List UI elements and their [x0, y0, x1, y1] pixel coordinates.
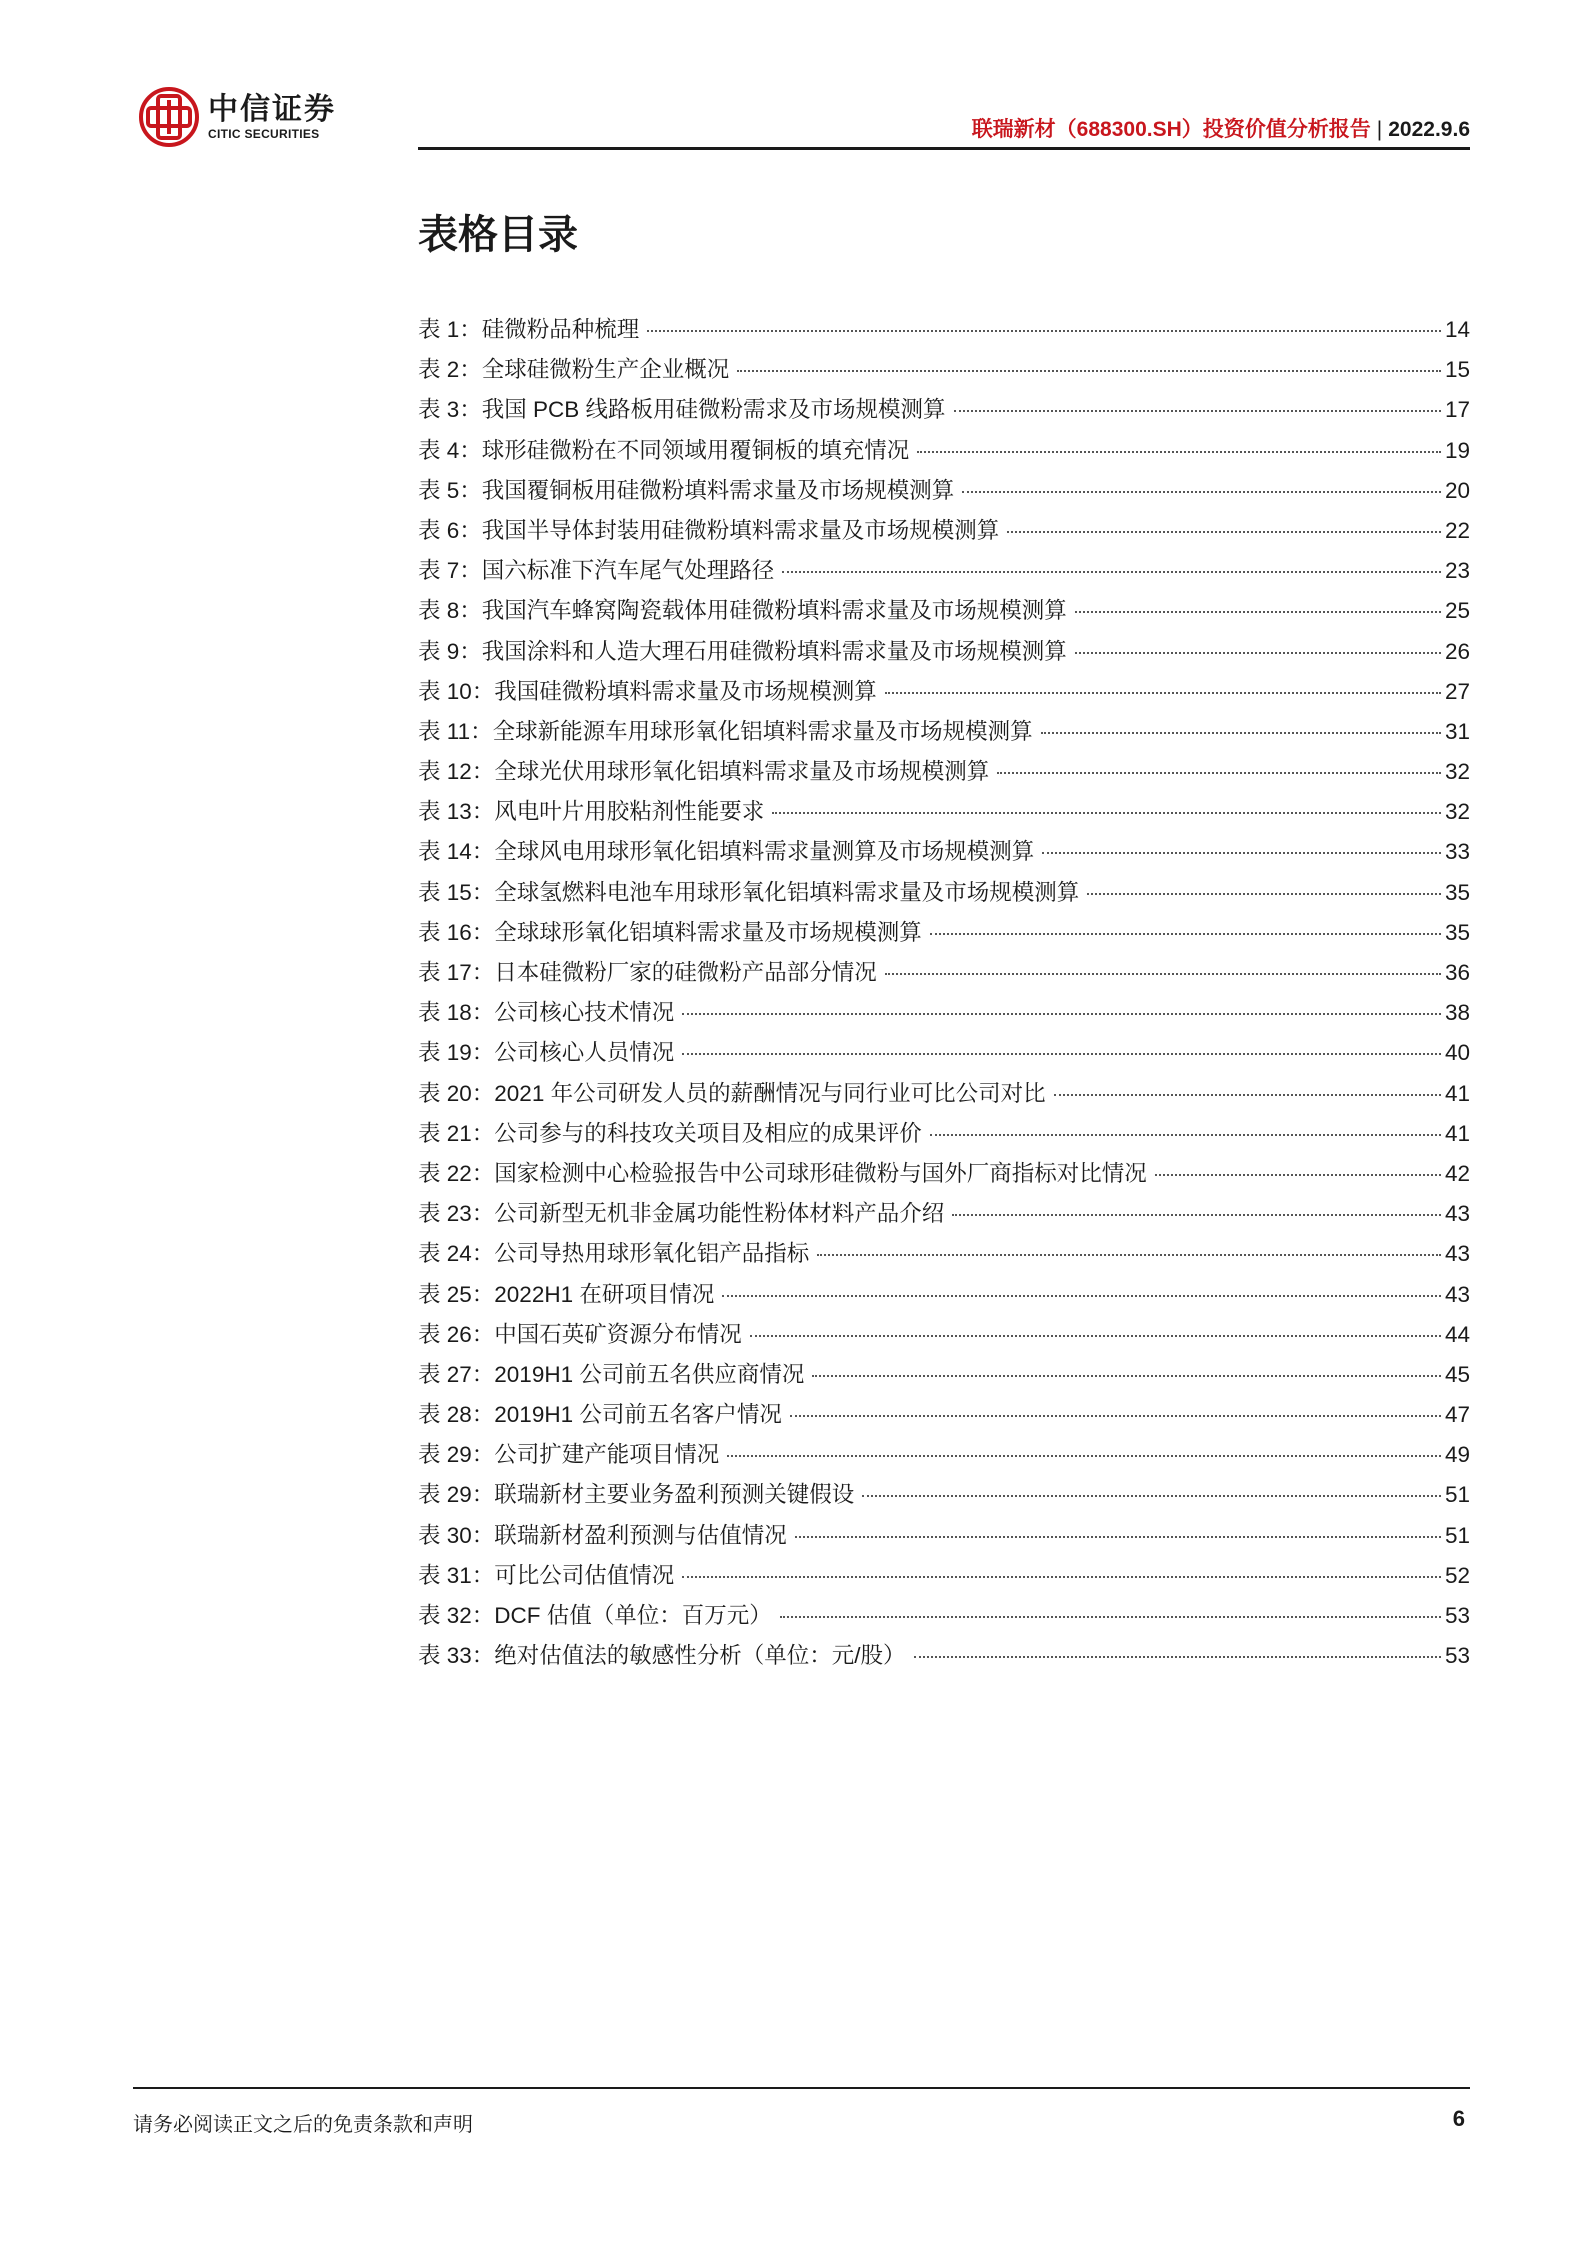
toc-dot-leader: [1087, 893, 1441, 895]
toc-dot-leader: [930, 1134, 1441, 1136]
toc-entry-label[interactable]: 表 18：公司核心技术情况: [418, 1000, 675, 1026]
toc-entry-label[interactable]: 表 33：绝对估值法的敏感性分析（单位：元/股）: [418, 1643, 906, 1669]
page-title: 表格目录: [418, 213, 578, 257]
toc-entry[interactable]: [418, 1277, 1470, 1317]
toc-dot-leader: [930, 933, 1441, 935]
logo-cn: 中信证券: [208, 93, 336, 126]
toc-entry[interactable]: [418, 834, 1470, 874]
toc-dot-leader: [885, 692, 1441, 694]
toc-dot-leader: [790, 1415, 1441, 1417]
toc-entry-label[interactable]: 表 2：全球硅微粉生产企业概况: [418, 357, 730, 383]
toc-entry[interactable]: [418, 392, 1470, 432]
toc-entry-label[interactable]: 表 20：2021 年公司研发人员的薪酬情况与同行业可比公司对比: [418, 1080, 1046, 1106]
toc-entry[interactable]: [418, 754, 1470, 794]
toc-entry-page[interactable]: 53: [1444, 1603, 1470, 1628]
toc-entry[interactable]: [418, 1518, 1470, 1558]
toc-entry-page[interactable]: 22: [1444, 517, 1470, 543]
toc-entry-page[interactable]: 43: [1444, 1241, 1470, 1267]
toc-dot-leader: [954, 410, 1441, 412]
toc-entry-label[interactable]: 表 9：我国涂料和人造大理石用硅微粉填料需求量及市场规模测算: [418, 638, 1067, 664]
toc-entry-page[interactable]: 27: [1444, 678, 1470, 704]
toc-entry[interactable]: [418, 995, 1470, 1035]
header-separator: |: [1376, 118, 1383, 141]
toc-entry-label[interactable]: 表 25：2022H1 在研项目情况: [418, 1281, 715, 1307]
toc-dot-leader: [862, 1495, 1441, 1497]
toc-entry[interactable]: [418, 1638, 1470, 1678]
toc-entry[interactable]: [418, 1317, 1470, 1357]
toc-entry-label[interactable]: 表 27：2019H1 公司前五名供应商情况: [418, 1361, 805, 1387]
table-of-contents: [418, 312, 1470, 1678]
toc-entry-page[interactable]: 20: [1444, 477, 1470, 503]
toc-entry[interactable]: [418, 593, 1470, 633]
page-number: 6: [1452, 2106, 1465, 2131]
toc-entry[interactable]: [418, 473, 1470, 513]
toc-entry-page[interactable]: 17: [1444, 397, 1470, 423]
toc-entry-page[interactable]: 25: [1444, 598, 1470, 624]
toc-entry-label[interactable]: 表 30：联瑞新材盈利预测与估值情况: [418, 1522, 787, 1548]
toc-dot-leader: [782, 571, 1441, 573]
toc-entry-label[interactable]: 表 5：我国覆铜板用硅微粉填料需求量及市场规模测算: [418, 477, 955, 503]
toc-entry-page[interactable]: 35: [1444, 879, 1470, 905]
toc-entry[interactable]: [418, 1477, 1470, 1517]
toc-entry-page[interactable]: 44: [1444, 1321, 1470, 1347]
toc-dot-leader: [727, 1455, 1441, 1457]
logo-text: [208, 93, 336, 141]
toc-entry-label[interactable]: 表 22：国家检测中心检验报告中公司球形硅微粉与国外厂商指标对比情况: [418, 1160, 1147, 1186]
toc-entry[interactable]: [418, 1156, 1470, 1196]
toc-entry-label[interactable]: 表 10：我国硅微粉填料需求量及市场规模测算: [418, 678, 877, 704]
toc-entry[interactable]: [418, 1558, 1470, 1598]
toc-entry-label[interactable]: 表 31：可比公司估值情况: [418, 1562, 675, 1588]
toc-entry-page[interactable]: 15: [1444, 357, 1470, 383]
toc-entry[interactable]: [418, 634, 1470, 674]
toc-dot-leader: [772, 812, 1441, 814]
toc-entry-page[interactable]: 33: [1444, 839, 1470, 865]
toc-dot-leader: [962, 491, 1441, 493]
toc-dot-leader: [917, 451, 1441, 453]
toc-entry-label[interactable]: 表 6：我国半导体封装用硅微粉填料需求量及市场规模测算: [418, 517, 1000, 543]
toc-entry[interactable]: [418, 714, 1470, 754]
toc-dot-leader: [737, 370, 1441, 372]
footer-divider: [133, 2087, 1470, 2089]
toc-entry-page[interactable]: 40: [1444, 1040, 1470, 1066]
toc-dot-leader: [1054, 1094, 1441, 1096]
toc-entry-page[interactable]: 52: [1444, 1562, 1470, 1588]
toc-dot-leader: [1075, 611, 1441, 613]
toc-entry-label[interactable]: 表 28：2019H1 公司前五名客户情况: [418, 1402, 782, 1428]
toc-entry[interactable]: [418, 1437, 1470, 1477]
toc-entry-label[interactable]: 表 26：中国石英矿资源分布情况: [418, 1321, 742, 1347]
toc-entry-page[interactable]: 32: [1444, 799, 1470, 825]
toc-entry-label[interactable]: 表 14：全球风电用球形氧化铝填料需求量测算及市场规模测算: [418, 839, 1035, 865]
toc-entry-label[interactable]: 表 32：DCF 估值（单位：百万元）: [418, 1603, 772, 1628]
toc-dot-leader: [1042, 852, 1441, 854]
toc-entry[interactable]: [418, 433, 1470, 473]
toc-dot-leader: [682, 1053, 1441, 1055]
toc-entry-label[interactable]: 表 7：国六标准下汽车尾气处理路径: [418, 558, 775, 584]
toc-entry-page[interactable]: 19: [1444, 437, 1470, 463]
brand-logo: [138, 86, 336, 148]
toc-entry-page[interactable]: 43: [1444, 1281, 1470, 1307]
toc-dot-leader: [682, 1013, 1441, 1015]
toc-entry-label[interactable]: 表 12：全球光伏用球形氧化铝填料需求量及市场规模测算: [418, 759, 990, 785]
toc-entry[interactable]: [418, 1397, 1470, 1437]
report-date: 2022.9.6: [1388, 118, 1470, 141]
toc-dot-leader: [1075, 652, 1441, 654]
toc-entry-page[interactable]: 35: [1444, 919, 1470, 945]
toc-entry-page[interactable]: 51: [1444, 1482, 1470, 1508]
toc-entry-page[interactable]: 38: [1444, 1000, 1470, 1026]
toc-entry[interactable]: [418, 955, 1470, 995]
toc-entry[interactable]: [418, 794, 1470, 834]
toc-entry-label[interactable]: 表 1：硅微粉品种梳理: [418, 317, 640, 342]
toc-dot-leader: [812, 1375, 1441, 1377]
toc-entry[interactable]: [418, 312, 1470, 352]
toc-entry-label[interactable]: 表 19：公司核心人员情况: [418, 1040, 675, 1066]
toc-dot-leader: [997, 772, 1441, 774]
toc-entry-page[interactable]: 43: [1444, 1201, 1470, 1227]
toc-dot-leader: [1155, 1174, 1441, 1176]
toc-dot-leader: [795, 1536, 1441, 1538]
toc-entry[interactable]: [418, 1116, 1470, 1156]
toc-entry[interactable]: [418, 674, 1470, 714]
footer-disclaimer: 请务必阅读正文之后的免责条款和声明: [133, 2114, 473, 2136]
toc-entry-label[interactable]: 表 15：全球氢燃料电池车用球形氧化铝填料需求量及市场规模测算: [418, 879, 1080, 905]
toc-entry-page[interactable]: 14: [1444, 317, 1470, 342]
toc-entry[interactable]: [418, 1598, 1470, 1638]
toc-dot-leader: [952, 1214, 1441, 1216]
toc-dot-leader: [682, 1576, 1441, 1578]
toc-entry-label[interactable]: 表 3：我国 PCB 线路板用硅微粉需求及市场规模测算: [418, 397, 946, 423]
toc-dot-leader: [885, 973, 1441, 975]
toc-entry[interactable]: [418, 875, 1470, 915]
toc-entry[interactable]: [418, 1076, 1470, 1116]
toc-entry[interactable]: [418, 553, 1470, 593]
report-title: 联瑞新材（688300.SH）投资价值分析报告: [971, 118, 1371, 141]
toc-entry[interactable]: [418, 513, 1470, 553]
toc-dot-leader: [1041, 732, 1441, 734]
toc-entry-page[interactable]: 42: [1444, 1160, 1470, 1186]
toc-entry-page[interactable]: 26: [1444, 638, 1470, 664]
toc-entry-label[interactable]: 表 8：我国汽车蜂窝陶瓷载体用硅微粉填料需求量及市场规模测算: [418, 598, 1067, 624]
toc-entry-page[interactable]: 41: [1444, 1120, 1470, 1146]
toc-dot-leader: [1007, 531, 1441, 533]
toc-dot-leader: [780, 1616, 1441, 1618]
toc-entry-label[interactable]: 表 17：日本硅微粉厂家的硅微粉产品部分情况: [418, 960, 877, 985]
toc-entry-label[interactable]: 表 11：全球新能源车用球形氧化铝填料需求量及市场规模测算: [418, 718, 1033, 744]
citic-logo-icon: [138, 86, 200, 148]
toc-entry-label[interactable]: 表 29：公司扩建产能项目情况: [418, 1442, 720, 1468]
toc-entry-label[interactable]: 表 16：全球球形氧化铝填料需求量及市场规模测算: [418, 919, 922, 945]
toc-dot-leader: [722, 1295, 1441, 1297]
toc-entry-page[interactable]: 45: [1444, 1361, 1470, 1387]
toc-entry[interactable]: [418, 1357, 1470, 1397]
toc-entry[interactable]: [418, 915, 1470, 955]
toc-entry-page[interactable]: 36: [1444, 960, 1470, 985]
toc-entry-label[interactable]: 表 29：联瑞新材主要业务盈利预测关键假设: [418, 1482, 855, 1508]
logo-en: CITIC SECURITIES: [208, 127, 320, 141]
toc-dot-leader: [647, 330, 1441, 332]
toc-entry[interactable]: [418, 1236, 1470, 1276]
toc-entry-page[interactable]: 41: [1444, 1080, 1470, 1106]
toc-entry-label[interactable]: 表 23：公司新型无机非金属功能性粉体材料产品介绍: [418, 1201, 945, 1227]
toc-entry[interactable]: [418, 1035, 1470, 1075]
toc-entry-label[interactable]: 表 4：球形硅微粉在不同领域用覆铜板的填充情况: [418, 437, 910, 463]
toc-dot-leader: [914, 1656, 1441, 1658]
toc-entry-page[interactable]: 23: [1444, 558, 1470, 584]
toc-dot-leader: [817, 1254, 1441, 1256]
report-header: [972, 113, 1470, 143]
toc-entry-page[interactable]: 47: [1444, 1402, 1470, 1428]
toc-entry-page[interactable]: 32: [1444, 759, 1470, 785]
toc-entry[interactable]: [418, 352, 1470, 392]
toc-dot-leader: [750, 1335, 1441, 1337]
toc-entry-page[interactable]: 53: [1444, 1643, 1470, 1669]
toc-entry-label[interactable]: 表 24：公司导热用球形氧化铝产品指标: [418, 1241, 810, 1267]
toc-entry-page[interactable]: 31: [1444, 718, 1470, 744]
toc-entry-page[interactable]: 49: [1444, 1442, 1470, 1468]
header-divider: [418, 147, 1470, 150]
toc-entry-label[interactable]: 表 13：风电叶片用胶粘剂性能要求: [418, 799, 765, 825]
toc-entry-label[interactable]: 表 21：公司参与的科技攻关项目及相应的成果评价: [418, 1120, 922, 1146]
toc-entry[interactable]: [418, 1196, 1470, 1236]
toc-entry-page[interactable]: 51: [1444, 1522, 1470, 1548]
